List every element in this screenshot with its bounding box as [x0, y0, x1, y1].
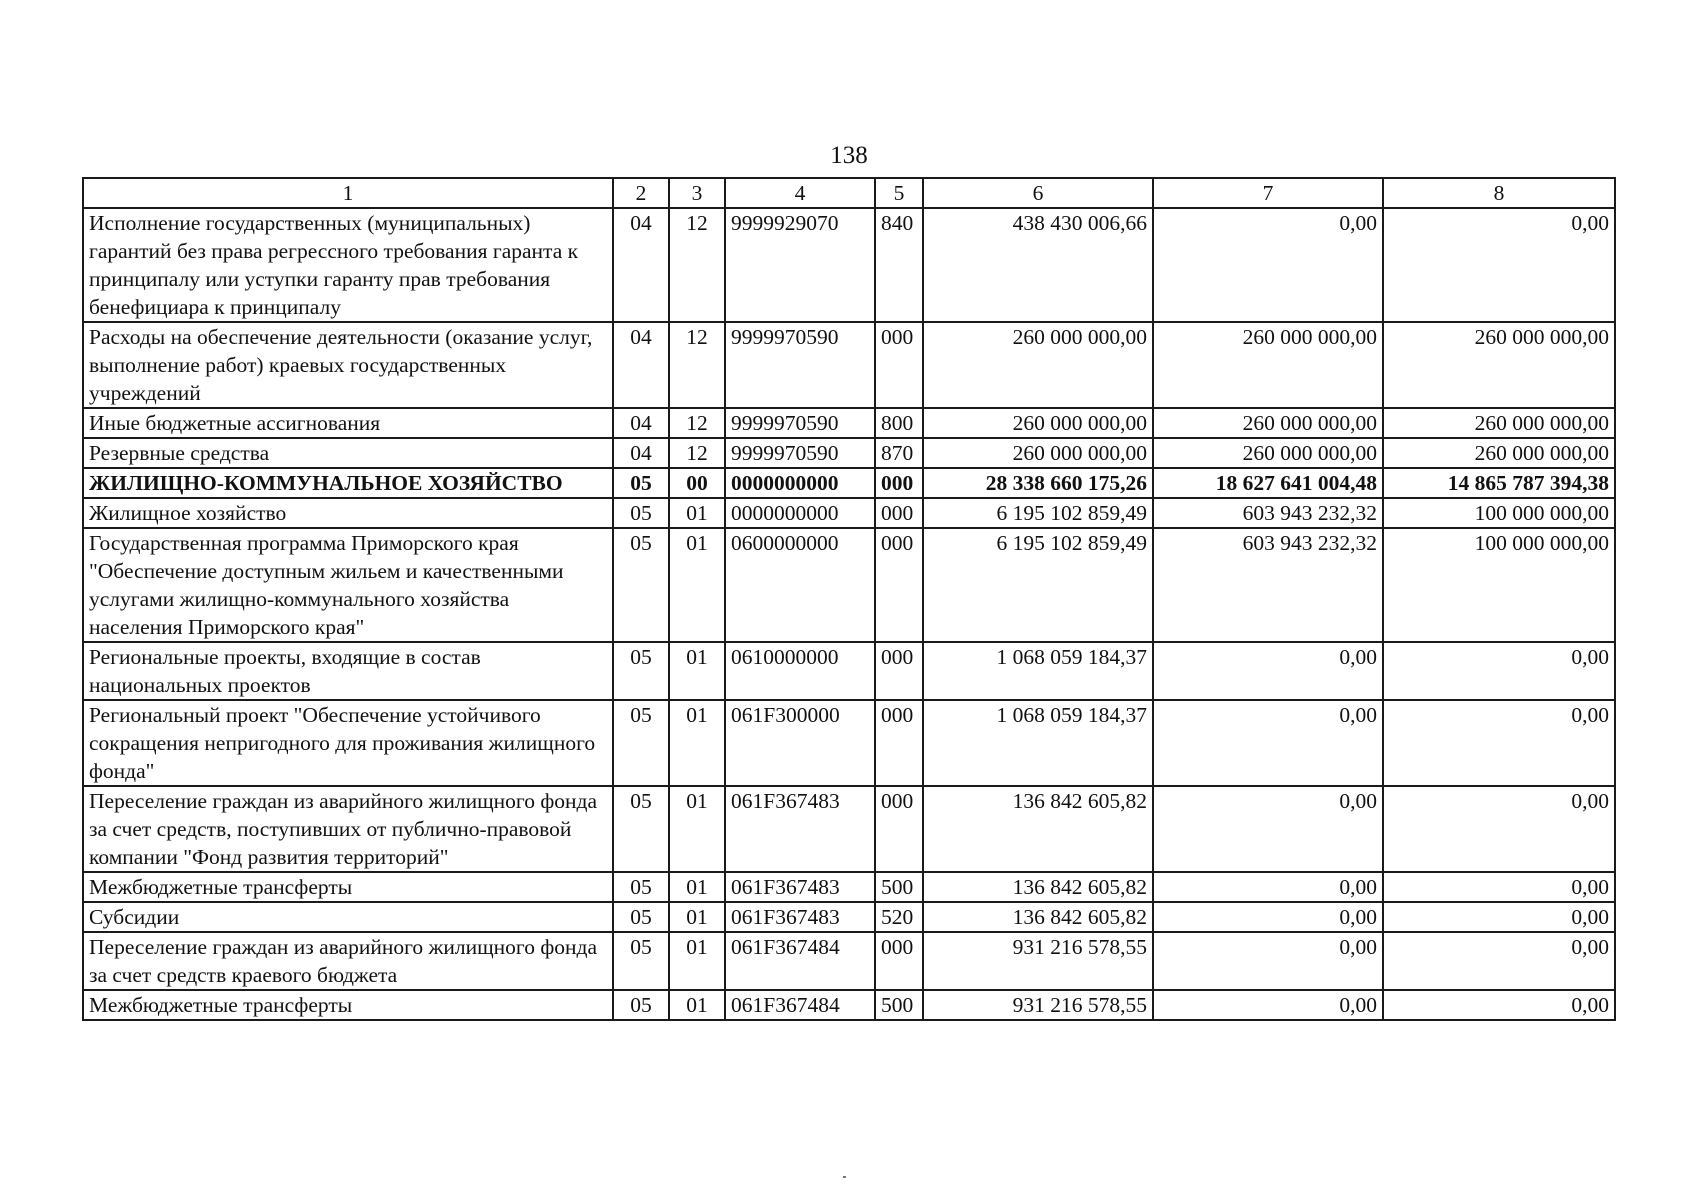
- expense-type-code: 000: [875, 932, 923, 990]
- subsection-code: 01: [669, 642, 725, 700]
- section-code: 04: [613, 208, 669, 322]
- subsection-code: 01: [669, 932, 725, 990]
- table-row: [83, 438, 1615, 468]
- amount-year-1: 260 000 000,00: [923, 438, 1153, 468]
- expense-name: Резервные средства: [83, 438, 613, 468]
- section-code: 05: [613, 902, 669, 932]
- amount-year-2: 603 943 232,32: [1153, 498, 1383, 528]
- expense-type-code: 000: [875, 322, 923, 408]
- expense-name: Межбюджетные трансферты: [83, 872, 613, 902]
- header-row: [83, 178, 1615, 208]
- expense-type-code: 500: [875, 990, 923, 1020]
- expense-name: Межбюджетные трансферты: [83, 990, 613, 1020]
- section-code: 05: [613, 528, 669, 642]
- expense-type-code: 000: [875, 468, 923, 498]
- subsection-code: 12: [669, 322, 725, 408]
- expense-name: Жилищное хозяйство: [83, 498, 613, 528]
- amount-year-2: 0,00: [1153, 990, 1383, 1020]
- section-code: 05: [613, 498, 669, 528]
- amount-year-1: 136 842 605,82: [923, 872, 1153, 902]
- column-header-7: 7: [1153, 178, 1383, 208]
- amount-year-1: 136 842 605,82: [923, 786, 1153, 872]
- amount-year-1: 1 068 059 184,37: [923, 700, 1153, 786]
- column-header-6: 6: [923, 178, 1153, 208]
- target-article-code: 9999970590: [725, 438, 875, 468]
- subsection-code: 01: [669, 990, 725, 1020]
- subsection-code: 01: [669, 528, 725, 642]
- amount-year-2: 0,00: [1153, 872, 1383, 902]
- expense-name: Иные бюджетные ассигнования: [83, 408, 613, 438]
- amount-year-1: 260 000 000,00: [923, 408, 1153, 438]
- table-row: [83, 208, 1615, 322]
- target-article-code: 0610000000: [725, 642, 875, 700]
- amount-year-1: 28 338 660 175,26: [923, 468, 1153, 498]
- amount-year-2: 260 000 000,00: [1153, 322, 1383, 408]
- table-row: [83, 408, 1615, 438]
- section-code: 05: [613, 990, 669, 1020]
- expense-type-code: 000: [875, 700, 923, 786]
- table-row: [83, 322, 1615, 408]
- expense-name: Субсидии: [83, 902, 613, 932]
- amount-year-1: 931 216 578,55: [923, 932, 1153, 990]
- target-article-code: 061F300000: [725, 700, 875, 786]
- amount-year-3: 260 000 000,00: [1383, 438, 1615, 468]
- target-article-code: 061F367483: [725, 786, 875, 872]
- target-article-code: 9999929070: [725, 208, 875, 322]
- budget-table: [82, 177, 1616, 1021]
- section-code: 05: [613, 786, 669, 872]
- expense-type-code: 870: [875, 438, 923, 468]
- table-body: [83, 208, 1615, 1020]
- target-article-code: 9999970590: [725, 408, 875, 438]
- subsection-code: 00: [669, 468, 725, 498]
- target-article-code: 061F367484: [725, 932, 875, 990]
- target-article-code: 0000000000: [725, 468, 875, 498]
- expense-type-code: 000: [875, 498, 923, 528]
- section-code: 04: [613, 322, 669, 408]
- expense-type-code: 000: [875, 642, 923, 700]
- section-code: 05: [613, 700, 669, 786]
- expense-type-code: 800: [875, 408, 923, 438]
- column-header-5: 5: [875, 178, 923, 208]
- column-header-1: 1: [83, 178, 613, 208]
- table-row: [83, 528, 1615, 642]
- amount-year-3: 0,00: [1383, 786, 1615, 872]
- table-row: [83, 468, 1615, 498]
- section-code: 05: [613, 642, 669, 700]
- expense-name: Переселение граждан из аварийного жилищного фонда за счет средств, поступивших от публично-правовой компании "Фонд развития территорий": [83, 786, 613, 872]
- amount-year-3: 100 000 000,00: [1383, 498, 1615, 528]
- amount-year-1: 260 000 000,00: [923, 322, 1153, 408]
- amount-year-3: 0,00: [1383, 208, 1615, 322]
- page-number: 138: [830, 142, 868, 169]
- amount-year-1: 931 216 578,55: [923, 990, 1153, 1020]
- table-row: [83, 498, 1615, 528]
- amount-year-3: 0,00: [1383, 932, 1615, 990]
- target-article-code: 061F367483: [725, 902, 875, 932]
- table-row: [83, 932, 1615, 990]
- amount-year-3: 0,00: [1383, 642, 1615, 700]
- amount-year-1: 6 195 102 859,49: [923, 528, 1153, 642]
- section-code: 04: [613, 438, 669, 468]
- amount-year-3: 260 000 000,00: [1383, 408, 1615, 438]
- expense-type-code: 000: [875, 528, 923, 642]
- amount-year-1: 438 430 006,66: [923, 208, 1153, 322]
- expense-type-code: 520: [875, 902, 923, 932]
- column-header-2: 2: [613, 178, 669, 208]
- column-header-8: 8: [1383, 178, 1615, 208]
- amount-year-2: 603 943 232,32: [1153, 528, 1383, 642]
- expense-name: Региональный проект "Обеспечение устойчивого сокращения непригодного для проживания жилищного фонда": [83, 700, 613, 786]
- column-header-4: 4: [725, 178, 875, 208]
- amount-year-3: 0,00: [1383, 872, 1615, 902]
- column-header-3: 3: [669, 178, 725, 208]
- target-article-code: 061F367484: [725, 990, 875, 1020]
- section-code: 05: [613, 932, 669, 990]
- amount-year-1: 136 842 605,82: [923, 902, 1153, 932]
- target-article-code: 9999970590: [725, 322, 875, 408]
- amount-year-3: 100 000 000,00: [1383, 528, 1615, 642]
- table-row: [83, 786, 1615, 872]
- table-row: [83, 872, 1615, 902]
- amount-year-3: 0,00: [1383, 990, 1615, 1020]
- amount-year-2: 0,00: [1153, 700, 1383, 786]
- subsection-code: 12: [669, 438, 725, 468]
- expense-type-code: 000: [875, 786, 923, 872]
- section-code: 04: [613, 408, 669, 438]
- amount-year-1: 6 195 102 859,49: [923, 498, 1153, 528]
- amount-year-2: 0,00: [1153, 932, 1383, 990]
- expense-type-code: 840: [875, 208, 923, 322]
- table-row: [83, 990, 1615, 1020]
- section-code: 05: [613, 872, 669, 902]
- subsection-code: 01: [669, 700, 725, 786]
- amount-year-2: 0,00: [1153, 902, 1383, 932]
- target-article-code: 0600000000: [725, 528, 875, 642]
- expense-name: Расходы на обеспечение деятельности (оказание услуг, выполнение работ) краевых государственных учреждений: [83, 322, 613, 408]
- expense-name: Исполнение государственных (муниципальных) гарантий без права регрессного требования гаранта к принципалу или уступки гаранту прав требования бенефициара к принципалу: [83, 208, 613, 322]
- amount-year-2: 260 000 000,00: [1153, 408, 1383, 438]
- subsection-code: 01: [669, 498, 725, 528]
- subsection-code: 01: [669, 872, 725, 902]
- table-row: [83, 642, 1615, 700]
- amount-year-3: 0,00: [1383, 902, 1615, 932]
- amount-year-1: 1 068 059 184,37: [923, 642, 1153, 700]
- target-article-code: 0000000000: [725, 498, 875, 528]
- subsection-code: 12: [669, 408, 725, 438]
- expense-name: Региональные проекты, входящие в состав национальных проектов: [83, 642, 613, 700]
- subsection-code: 12: [669, 208, 725, 322]
- scan-speck: [843, 1176, 846, 1178]
- subsection-code: 01: [669, 902, 725, 932]
- expense-name: ЖИЛИЩНО-КОММУНАЛЬНОЕ ХОЗЯЙСТВО: [83, 468, 613, 498]
- amount-year-2: 0,00: [1153, 642, 1383, 700]
- amount-year-3: 14 865 787 394,38: [1383, 468, 1615, 498]
- subsection-code: 01: [669, 786, 725, 872]
- section-code: 05: [613, 468, 669, 498]
- expense-name: Переселение граждан из аварийного жилищного фонда за счет средств краевого бюджета: [83, 932, 613, 990]
- amount-year-2: 0,00: [1153, 208, 1383, 322]
- amount-year-3: 260 000 000,00: [1383, 322, 1615, 408]
- expense-name: Государственная программа Приморского края "Обеспечение доступным жильем и качественными услугами жилищно-коммунального хозяйства населения Приморского края": [83, 528, 613, 642]
- target-article-code: 061F367483: [725, 872, 875, 902]
- amount-year-3: 0,00: [1383, 700, 1615, 786]
- expense-type-code: 500: [875, 872, 923, 902]
- amount-year-2: 18 627 641 004,48: [1153, 468, 1383, 498]
- table-row: [83, 700, 1615, 786]
- amount-year-2: 260 000 000,00: [1153, 438, 1383, 468]
- amount-year-2: 0,00: [1153, 786, 1383, 872]
- table-row: [83, 902, 1615, 932]
